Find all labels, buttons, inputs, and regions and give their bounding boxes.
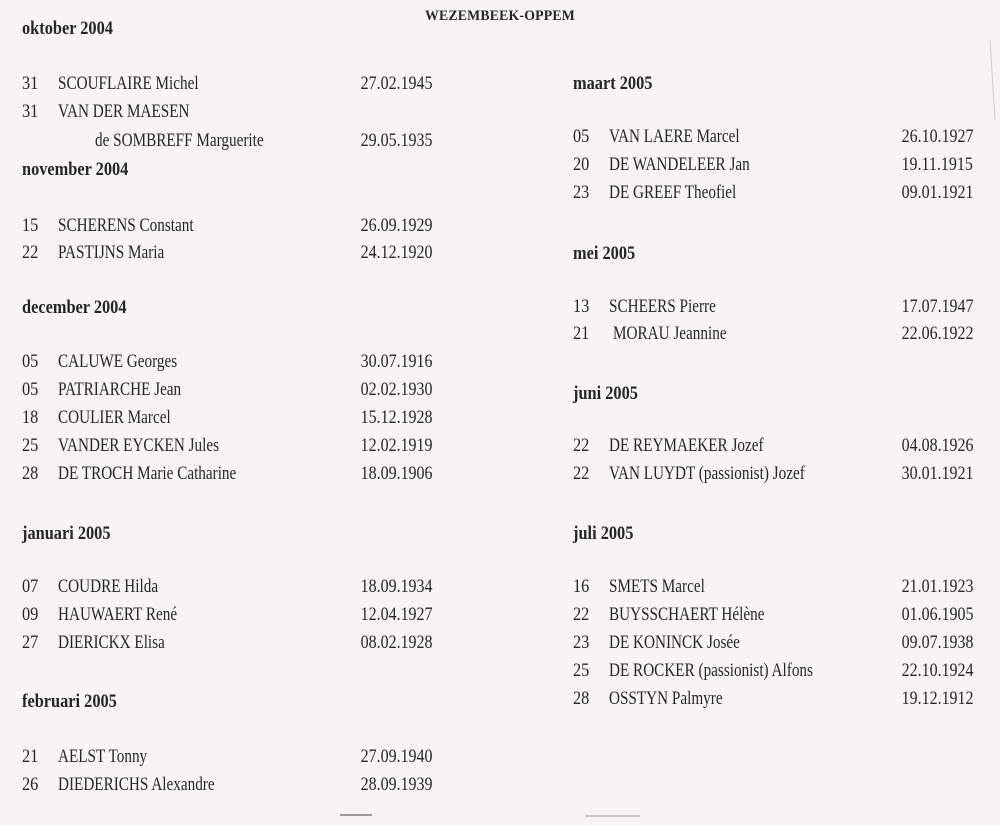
list-item [22,101,442,127]
list-item [573,632,983,658]
entry-day: 26 [22,774,39,795]
entry-name: VAN LAERE Marcel [609,126,740,147]
entry-date: 27.09.1940 [360,746,432,767]
entry-name: CALUWE Georges [58,351,178,372]
list-item [573,323,983,349]
list-item [573,154,983,180]
list-item [573,296,983,322]
entry-name: OSSTYN Palmyre [609,688,723,709]
entry-date: 18.09.1906 [360,463,432,484]
entry-name: PATRIARCHE Jean [58,379,182,400]
entry-day: 21 [573,323,590,344]
entry-name: SCOUFLAIRE Michel [58,73,199,94]
list-item [22,351,442,377]
entry-date: 19.12.1912 [901,688,973,709]
entry-date: 27.02.1945 [360,73,432,94]
entry-day: 07 [22,576,39,597]
entry-date: 09.01.1921 [901,182,973,203]
month-heading-mei: mei 2005 [573,243,636,264]
entry-name: SCHEERS Pierre [609,296,716,317]
entry-day: 22 [573,604,590,625]
entry-date: 21.01.1923 [901,576,973,597]
entry-name: DE KONINCK Josée [609,632,740,653]
list-item [573,604,983,630]
entry-name: DE REYMAEKER Jozef [609,435,764,456]
entry-date: 22.06.1922 [901,323,973,344]
entry-name: DE GREEF Theofiel [609,182,737,203]
list-item [573,688,983,714]
entry-date: 22.10.1924 [901,660,973,681]
entry-day: 31 [22,73,39,94]
entry-date: 28.09.1939 [360,774,432,795]
entry-date: 04.08.1926 [901,435,973,456]
entry-date: 18.09.1934 [360,576,432,597]
list-item [22,435,442,461]
month-heading-juni: juni 2005 [573,383,638,404]
list-item [22,632,442,658]
entry-name: SMETS Marcel [609,576,705,597]
entry-date: 15.12.1928 [360,407,432,428]
entry-day: 22 [22,242,39,263]
entry-date: 19.11.1915 [901,154,973,175]
entry-day: 25 [573,660,590,681]
entry-day: 22 [573,435,590,456]
month-heading-maart: maart 2005 [573,73,653,94]
month-heading-oktober: oktober 2004 [22,18,113,39]
list-item [22,242,442,268]
list-item [22,576,442,602]
list-item [573,435,983,461]
entry-day: 16 [573,576,590,597]
month-heading-februari: februari 2005 [22,691,117,712]
page-title: WEZEMBEEK-OPPEM [425,8,575,24]
entry-day: 28 [22,463,39,484]
entry-date: 29.05.1935 [360,130,432,151]
entry-name: VANDER EYCKEN Jules [58,435,220,456]
entry-day: 20 [573,154,590,175]
list-item-continued [22,130,442,156]
entry-date: 09.07.1938 [901,632,973,653]
entry-date: 17.07.1947 [901,296,973,317]
entry-day: 23 [573,632,590,653]
list-item [22,604,442,630]
list-item [573,126,983,152]
month-heading-juli: juli 2005 [573,523,634,544]
scan-smudge [990,40,995,120]
entry-name: VAN LUYDT (passionist) Jozef [609,463,805,484]
list-item [573,660,983,686]
entry-date: 26.10.1927 [901,126,973,147]
list-item [573,463,983,489]
entry-name: DE WANDELEER Jan [609,154,750,175]
entry-name: BUYSSCHAERT Hélène [609,604,765,625]
entry-day: 09 [22,604,39,625]
list-item [22,215,442,241]
entry-name: COUDRE Hilda [58,576,159,597]
entry-day: 13 [573,296,590,317]
entry-date: 24.12.1920 [360,242,432,263]
entry-date: 30.07.1916 [360,351,432,372]
entry-name: COULIER Marcel [58,407,171,428]
entry-day: 23 [573,182,590,203]
entry-name: AELST Tonny [58,746,148,767]
entry-day: 28 [573,688,590,709]
entry-name: VAN DER MAESEN [58,101,190,122]
entry-date: 12.04.1927 [360,604,432,625]
list-item [22,407,442,433]
entry-date: 30.01.1921 [901,463,973,484]
entry-name: MORAU Jeannine [613,323,727,344]
entry-day: 15 [22,215,39,236]
entry-day: 27 [22,632,39,653]
entry-date: 08.02.1928 [360,632,432,653]
entry-name: DE TROCH Marie Catharine [58,463,237,484]
entry-name: SCHERENS Constant [58,215,194,236]
entry-day: 25 [22,435,39,456]
entry-name: HAUWAERT René [58,604,178,625]
entry-name: DIERICKX Elisa [58,632,165,653]
entry-day: 05 [22,351,39,372]
entry-name: PASTIJNS Maria [58,242,165,263]
entry-name-continued: de SOMBREFF Marguerite [95,130,264,151]
entry-day: 31 [22,101,39,122]
entry-day: 05 [22,379,39,400]
entry-name: DE ROCKER (passionist) Alfons [609,660,813,681]
entry-name: DIEDERICHS Alexandre [58,774,215,795]
entry-date: 02.02.1930 [360,379,432,400]
entry-day: 22 [573,463,590,484]
month-heading-januari: januari 2005 [22,523,111,544]
list-item [22,463,442,489]
entry-date: 26.09.1929 [360,215,432,236]
month-heading-december: december 2004 [22,297,127,318]
list-item [573,576,983,602]
list-item [22,73,442,99]
month-heading-november: november 2004 [22,159,129,180]
list-item [22,774,442,800]
entry-date: 01.06.1905 [901,604,973,625]
entry-day: 21 [22,746,39,767]
list-item [22,379,442,405]
entry-date: 12.02.1919 [360,435,432,456]
list-item [22,746,442,772]
entry-day: 05 [573,126,590,147]
entry-day: 18 [22,407,39,428]
list-item [573,182,983,208]
